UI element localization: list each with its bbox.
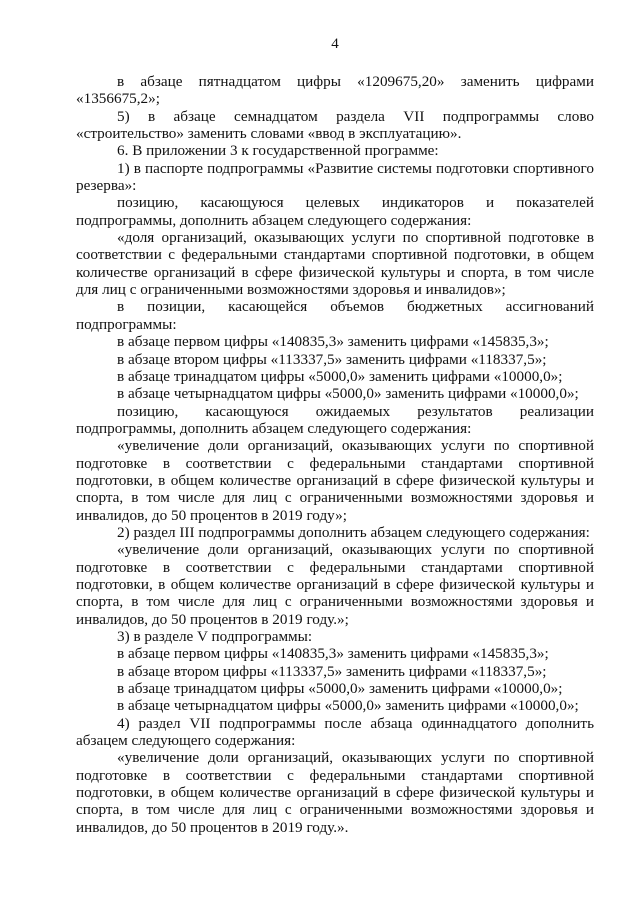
paragraph-18: в абзаце втором цифры «113337,5» заменить цифрами «118337,5»;	[117, 662, 547, 680]
paragraph-8: в абзаце первом цифры «140835,3» заменить цифрами «145835,3»;	[117, 333, 549, 351]
paragraph-17: в абзаце первом цифры «140835,3» заменить цифрами «145835,3»;	[117, 645, 549, 663]
paragraph-12: позицию, касающуюся ожидаемых результатов реализации подпрограммы, дополнить абзацем следующего содержания:	[76, 402, 594, 437]
paragraph-19: в абзаце тринадцатом цифры «5000,0» заменить цифрами «10000,0»;	[117, 680, 563, 698]
paragraph-2: 5) в абзаце семнадцатом раздела VII подпрограммы слово «строительство» заменить словами «ввод в эксплуатацию».	[76, 107, 594, 143]
paragraph-1: в абзаце пятнадцатом цифры «1209675,20» заменить цифрами «1356675,2»;	[76, 73, 594, 108]
paragraph-6: «доля организаций, оказывающих услуги по спортивной подготовке в соответствии с федеральными стандартами спортивной подготовки, в общем количестве организаций в сфере физической культуры и спорта, в том числе для лиц с ограниченными возможностями здоровья и инвалидов»;	[76, 229, 594, 299]
paragraph-10: в абзаце тринадцатом цифры «5000,0» заменить цифрами «10000,0»;	[117, 367, 563, 385]
paragraph-7: в позиции, касающейся объемов бюджетных ассигнований подпрограммы:	[76, 298, 594, 333]
paragraph-15: «увеличение доли организаций, оказывающих услуги по спортивной подготовке в соответствии с федеральными стандартами спортивной подготовки, в общем количестве организаций в сфере физической культуры и спорта, в том числе для лиц с ограниченными возможностями здоровья и инвалидов, до 50 процентов в 2019 году.»;	[76, 541, 594, 628]
paragraph-11: в абзаце четырнадцатом цифры «5000,0» заменить цифрами «10000,0»;	[117, 385, 579, 403]
paragraph-3: 6. В приложении 3 к государственной программе:	[117, 142, 439, 160]
paragraph-4: 1) в паспорте подпрограммы «Развитие системы подготовки спортивного резерва»:	[76, 159, 594, 195]
paragraph-14: 2) раздел III подпрограммы дополнить абзацем следующего содержания:	[117, 523, 590, 541]
paragraph-21: 4) раздел VII подпрограммы после абзаца одиннадцатого дополнить абзацем следующего содержания:	[76, 714, 594, 750]
paragraph-20: в абзаце четырнадцатом цифры «5000,0» заменить цифрами «10000,0»;	[117, 697, 579, 715]
paragraph-9: в абзаце втором цифры «113337,5» заменить цифрами «118337,5»;	[117, 350, 547, 368]
page-number: 4	[331, 36, 339, 52]
paragraph-22: «увеличение доли организаций, оказывающих услуги по спортивной подготовке в соответствии с федеральными стандартами спортивной подготовки, в общем количестве организаций в сфере физической культуры и спорта, в том числе для лиц с ограниченными возможностями здоровья и инвалидов, до 50 процентов в 2019 году.».	[76, 749, 594, 836]
paragraph-16: 3) в разделе V подпрограммы:	[117, 628, 313, 645]
paragraph-13: «увеличение доли организаций, оказывающих услуги по спортивной подготовке в соответствии с федеральными стандартами спортивной подготовки, в общем количестве организаций в сфере физической культуры и спорта, в том числе для лиц с ограниченными возможностями здоровья и инвалидов, до 50 процентов в 2019 году»;	[76, 437, 594, 524]
document-body	[76, 73, 594, 836]
paragraph-5: позицию, касающуюся целевых индикаторов и показателей подпрограммы, дополнить абзацем следующего содержания:	[76, 194, 594, 229]
